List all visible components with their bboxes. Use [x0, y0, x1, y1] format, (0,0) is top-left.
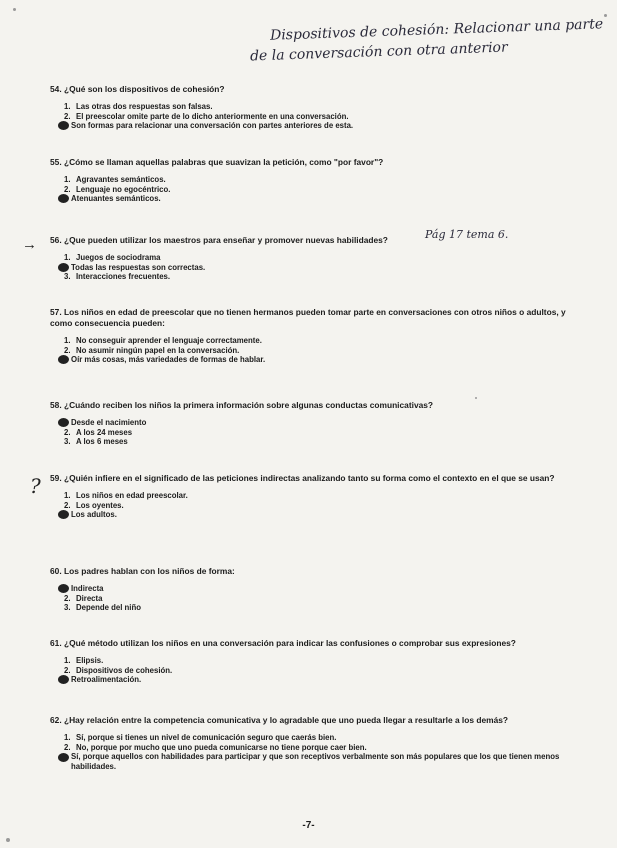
option-2-selected: Todas las respuestas son correctas.	[64, 263, 590, 273]
selected-mark-icon	[58, 121, 69, 130]
selected-mark-icon	[58, 418, 69, 427]
question-title: 62. ¿Hay relación entre la competencia comunicativa y lo agradable que uno pueda llegar a resultarle a los demás?	[50, 715, 509, 725]
option-2: 2. Lenguaje no egocéntrico.	[64, 184, 171, 194]
option-1: 1. Elipsis.	[64, 656, 104, 665]
scan-speck	[6, 838, 10, 842]
option-2: 2. El preescolar omite parte de lo dicho anteriormente en una conversación.	[64, 111, 349, 121]
option-1: 1. Juegos de sociodrama	[64, 253, 161, 262]
question-title: 58. ¿Cuándo reciben los niños la primera información sobre algunas conductas comunicativas?	[50, 400, 434, 410]
options-list	[64, 491, 590, 520]
option-2: 2. A los 24 meses	[64, 427, 133, 437]
options-list	[64, 656, 590, 685]
question-55	[50, 157, 590, 204]
option-3-selected: Atenuantes semánticos.	[64, 194, 590, 204]
option-3-selected: Sí, porque aquellos con habilidades para participar y que son receptivos verbalmente son más populares que los que tienen menos habilidades.	[64, 752, 590, 771]
option-3: 3. Depende del niño	[64, 603, 141, 613]
question-61	[50, 638, 590, 685]
option-2: 2. Los oyentes.	[64, 500, 124, 510]
option-2: 2. Directa	[64, 593, 103, 603]
option-3-selected: Los adultos.	[64, 510, 590, 520]
option-3: 3. A los 6 meses	[64, 437, 128, 447]
selected-mark-icon	[58, 510, 69, 519]
option-1-selected: Desde el nacimiento	[64, 418, 590, 428]
option-3-selected: Retroalimentación.	[64, 675, 590, 685]
options-list	[64, 175, 590, 204]
options-list	[64, 418, 590, 447]
selected-mark-icon	[58, 753, 69, 762]
selected-mark-icon	[58, 194, 69, 203]
option-3-selected: Oír más cosas, más variedades de formas de hablar.	[64, 355, 590, 365]
option-1: 1. Las otras dos respuestas son falsas.	[64, 102, 213, 111]
handwritten-note-q56: Pág 17 tema 6.	[425, 228, 509, 241]
question-60	[50, 566, 590, 613]
selected-mark-icon	[58, 355, 69, 364]
handwritten-header-line2: de la conversación con otra anterior	[249, 39, 508, 65]
option-3: 3. Interacciones frecuentes.	[64, 272, 171, 282]
option-2: 2. Dispositivos de cohesión.	[64, 665, 173, 675]
question-mark-icon: ?	[30, 474, 41, 498]
option-1-selected: Indirecta	[64, 584, 590, 594]
page-number: -7-	[302, 820, 315, 831]
options-list	[64, 733, 590, 771]
question-title: 56. ¿Que pueden utilizar los maestros para enseñar y promover nuevas habilidades?	[50, 235, 388, 245]
selected-mark-icon	[58, 675, 69, 684]
option-1: 1. Agravantes semánticos.	[64, 175, 166, 184]
question-title: 59. ¿Quién infiere en el significado de las peticiones indirectas analizando tanto su forma como el contexto en el que se usan?	[50, 473, 555, 483]
options-list	[64, 102, 590, 131]
scan-speck	[13, 8, 16, 11]
question-title: 60. Los padres hablan con los niños de forma:	[50, 566, 235, 576]
option-1: 1. Los niños en edad preescolar.	[64, 491, 188, 500]
selected-mark-icon	[58, 584, 69, 593]
options-list	[64, 336, 590, 365]
scan-speck	[604, 14, 607, 17]
option-2: 2. No, porque por mucho que uno pueda comunicarse no tiene porque caer bien.	[64, 742, 367, 752]
option-2: 2. No asumir ningún papel en la conversación.	[64, 345, 240, 355]
question-54	[50, 84, 590, 131]
question-title: 55. ¿Cómo se llaman aquellas palabras que suavizan la petición, como "por favor"?	[50, 157, 384, 167]
question-title: 57. Los niños en edad de preescolar que no tienen hermanos pueden tomar parte en conversaciones con otros niños o adultos, y como consecuencia pueden:	[50, 307, 566, 328]
options-list	[64, 253, 590, 282]
question-56	[50, 235, 590, 282]
option-3-selected: Son formas para relacionar una conversación con partes anteriores de esta.	[64, 121, 590, 131]
arrow-icon: →	[22, 236, 37, 253]
scan-speck	[475, 397, 477, 399]
question-59	[50, 473, 590, 520]
question-title: 61. ¿Qué método utilizan los niños en una conversación para indicar las confusiones o comprobar sus expresiones?	[50, 638, 516, 648]
options-list	[64, 584, 590, 613]
option-1: 1. Sí, porque si tienes un nivel de comunicación seguro que caerás bien.	[64, 733, 337, 742]
option-1: 1. No conseguir aprender el lenguaje correctamente.	[64, 336, 262, 345]
question-57	[50, 307, 590, 365]
question-title: 54. ¿Qué son los dispositivos de cohesión?	[50, 84, 225, 94]
question-58	[50, 400, 590, 447]
selected-mark-icon	[58, 263, 69, 272]
question-62	[50, 715, 590, 771]
handwritten-header-line1: Dispositivos de cohesión: Relacionar una parte	[269, 16, 604, 44]
